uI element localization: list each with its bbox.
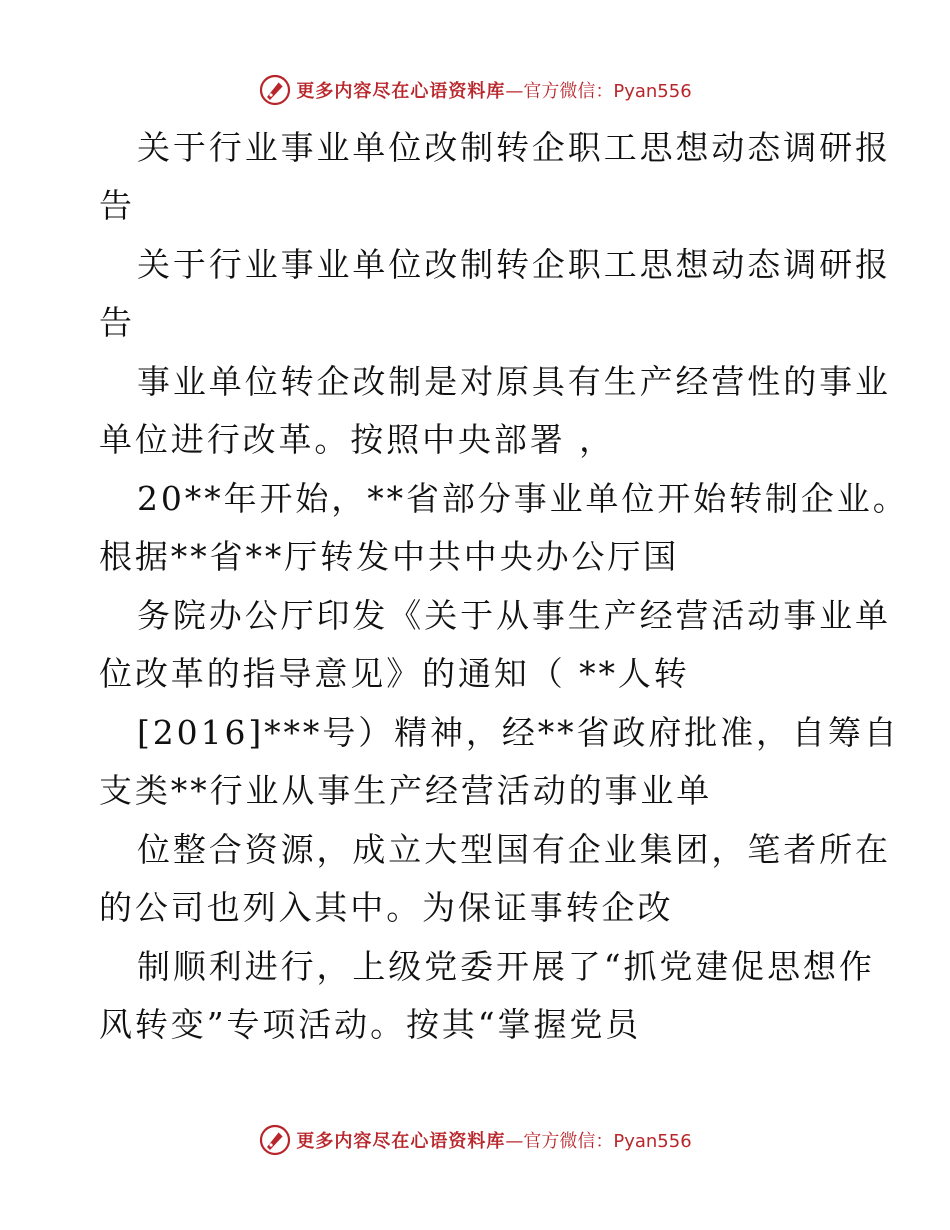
banner-main-text: 更多内容尽在心语资料库 (296, 1131, 506, 1152)
paragraph-line: 支类**行业从事生产经营活动的事业单 (99, 771, 713, 810)
title-line: 关于行业事业单位改制转企职工思想动态调研报 (137, 128, 891, 167)
paragraph-line: 事业单位转企改制是对原具有生产经营性的事业 (137, 362, 891, 401)
paragraph-line: 务院办公厅印发《关于从事生产经营活动事业单 (137, 596, 891, 635)
pen-logo-icon (258, 1123, 292, 1157)
paragraph-line: 位整合资源，成立大型国有企业集团，笔者所在 (137, 830, 891, 869)
title-line-cont: 告 (99, 186, 135, 225)
paragraph-line: 的公司也列入其中。为保证事转企改 (99, 888, 674, 927)
banner-main-text: 更多内容尽在心语资料库 (296, 81, 506, 102)
title-line: 关于行业事业单位改制转企职工思想动态调研报 (137, 245, 891, 284)
paragraph-line: 单位进行改革。按照中央部署 ， (99, 420, 615, 459)
paragraph-line: 风转变”专项活动。按其“掌握党员 (99, 1005, 642, 1044)
paragraph-line: 20**年开始，**省部分事业单位开始转制企业。 (137, 479, 909, 518)
paragraph-line: 制顺利进行，上级党委开展了“抓党建促思想作 (137, 947, 875, 986)
banner-sub-text: —官方微信：Pyan556 (505, 81, 692, 102)
title-line-cont: 告 (99, 303, 135, 342)
footer-banner (0, 1120, 950, 1160)
paragraph-line: 根据**省**厅转发中共中央办公厅国 (99, 537, 680, 576)
paragraph-line: 位改革的指导意见》的通知（ **人转 (99, 654, 690, 693)
banner-sub-text: —官方微信：Pyan556 (505, 1131, 692, 1152)
paragraph-line: [2016]***号）精神，经**省政府批准，自筹自 (137, 713, 900, 752)
